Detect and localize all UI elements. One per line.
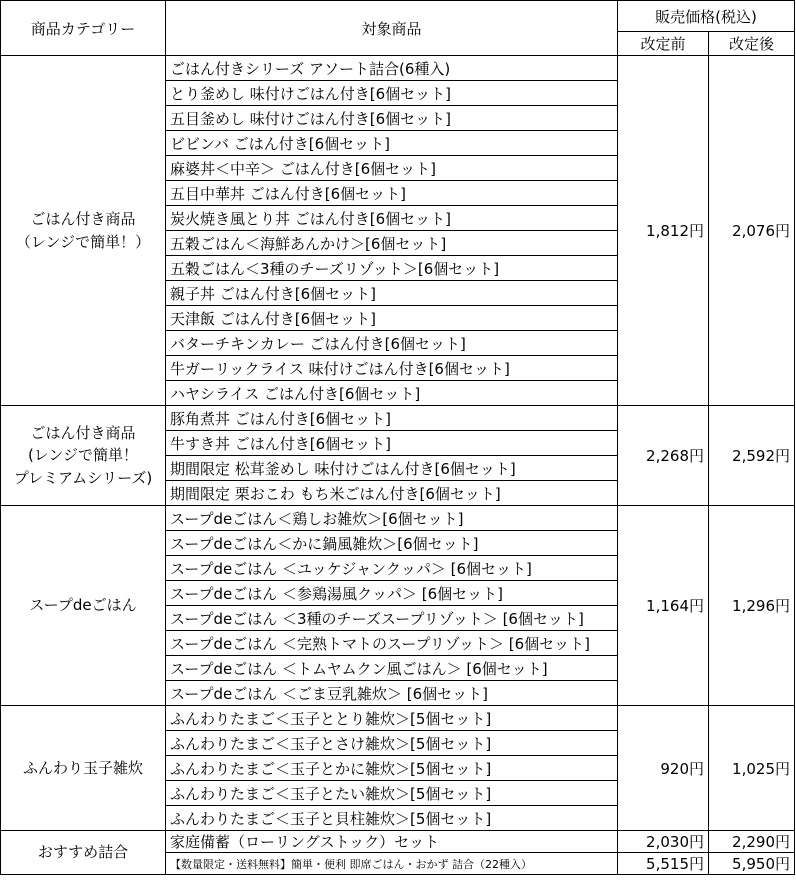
- price-before-cell: 1,812円: [618, 56, 709, 406]
- header-before: 改定前: [618, 32, 709, 56]
- category-cell: ごはん付き商品 (レンジで簡単！ プレミアムシリーズ): [1, 406, 166, 506]
- product-cell: 牛ガーリックライス 味付けごはん付き[6個セット]: [166, 356, 618, 381]
- header-after: 改定後: [709, 32, 795, 56]
- product-cell: 炭火焼き風とり丼 ごはん付き[6個セット]: [166, 206, 618, 231]
- price-before-cell: 920円: [618, 706, 709, 831]
- product-cell: 豚角煮丼 ごはん付き[6個セット]: [166, 406, 618, 431]
- price-before-cell: 2,268円: [618, 406, 709, 506]
- header-row: [1, 1, 795, 32]
- header-product: 対象商品: [166, 1, 618, 56]
- product-cell: 五穀ごはん＜3種のチーズリゾット＞[6個セット]: [166, 256, 618, 281]
- product-cell: ビビンバ ごはん付き[6個セット]: [166, 131, 618, 156]
- product-cell: バターチキンカレー ごはん付き[6個セット]: [166, 331, 618, 356]
- price-after-cell: 2,592円: [709, 406, 795, 506]
- product-cell: ふんわりたまご＜玉子ととり雑炊＞[5個セット]: [166, 706, 618, 731]
- product-cell: ふんわりたまご＜玉子とたい雑炊＞[5個セット]: [166, 781, 618, 806]
- product-cell: 麻婆丼＜中辛＞ ごはん付き[6個セット]: [166, 156, 618, 181]
- product-cell: 五穀ごはん＜海鮮あんかけ＞[6個セット]: [166, 231, 618, 256]
- price-after-cell: 2,290円: [709, 831, 795, 853]
- product-cell: 牛すき丼 ごはん付き[6個セット]: [166, 431, 618, 456]
- product-cell: スープdeごはん ＜トムヤムクン風ごはん＞ [6個セット]: [166, 656, 618, 681]
- table-row: [1, 406, 795, 431]
- product-cell: スープdeごはん ＜3種のチーズスープリゾット＞ [6個セット]: [166, 606, 618, 631]
- product-cell: ふんわりたまご＜玉子と貝柱雑炊＞[5個セット]: [166, 806, 618, 831]
- product-cell: 家庭備蓄（ローリングストック）セット: [166, 831, 618, 853]
- product-cell: 期間限定 松茸釜めし 味付けごはん付き[6個セット]: [166, 456, 618, 481]
- product-cell: スープdeごはん ＜完熟トマトのスープリゾット＞ [6個セット]: [166, 631, 618, 656]
- product-cell: ふんわりたまご＜玉子とかに雑炊＞[5個セット]: [166, 756, 618, 781]
- category-cell: おすすめ詰合: [1, 831, 166, 875]
- table-row: [1, 506, 795, 531]
- product-cell: スープdeごはん ＜ごま豆乳雑炊＞ [6個セット]: [166, 681, 618, 706]
- table-row: [1, 831, 795, 853]
- price-after-cell: 2,076円: [709, 56, 795, 406]
- header-price: 販売価格(税込): [618, 1, 795, 32]
- category-cell: ふんわり玉子雑炊: [1, 706, 166, 831]
- price-after-cell: 1,025円: [709, 706, 795, 831]
- product-cell: 五目釜めし 味付けごはん付き[6個セット]: [166, 106, 618, 131]
- price-before-cell: 5,515円: [618, 853, 709, 875]
- price-after-cell: 5,950円: [709, 853, 795, 875]
- product-cell: とり釜めし 味付けごはん付き[6個セット]: [166, 81, 618, 106]
- product-cell: スープdeごはん＜鶏しお雑炊＞[6個セット]: [166, 506, 618, 531]
- product-cell: 期間限定 栗おこわ もち米ごはん付き[6個セット]: [166, 481, 618, 506]
- product-cell: 親子丼 ごはん付き[6個セット]: [166, 281, 618, 306]
- product-cell: 天津飯 ごはん付き[6個セット]: [166, 306, 618, 331]
- product-cell: 五目中華丼 ごはん付き[6個セット]: [166, 181, 618, 206]
- category-cell: ごはん付き商品 （レンジで簡単！）: [1, 56, 166, 406]
- header-category: 商品カテゴリー: [1, 1, 166, 56]
- price-before-cell: 1,164円: [618, 506, 709, 706]
- price-after-cell: 1,296円: [709, 506, 795, 706]
- product-cell: ハヤシライス ごはん付き[6個セット]: [166, 381, 618, 406]
- product-cell: ふんわりたまご＜玉子とさけ雑炊＞[5個セット]: [166, 731, 618, 756]
- product-cell: ごはん付きシリーズ アソート詰合(6種入): [166, 56, 618, 81]
- table-row: [1, 706, 795, 731]
- table-row: [1, 56, 795, 81]
- price-before-cell: 2,030円: [618, 831, 709, 853]
- product-cell: スープdeごはん ＜参鶏湯風クッパ＞ [6個セット]: [166, 581, 618, 606]
- product-cell: 【数量限定・送料無料】簡単・便利 即席ごはん・おかず 詰合（22種入）: [166, 853, 618, 875]
- category-cell: スープdeごはん: [1, 506, 166, 706]
- product-cell: スープdeごはん＜かに鍋風雑炊＞[6個セット]: [166, 531, 618, 556]
- product-cell: スープdeごはん ＜ユッケジャンクッパ＞ [6個セット]: [166, 556, 618, 581]
